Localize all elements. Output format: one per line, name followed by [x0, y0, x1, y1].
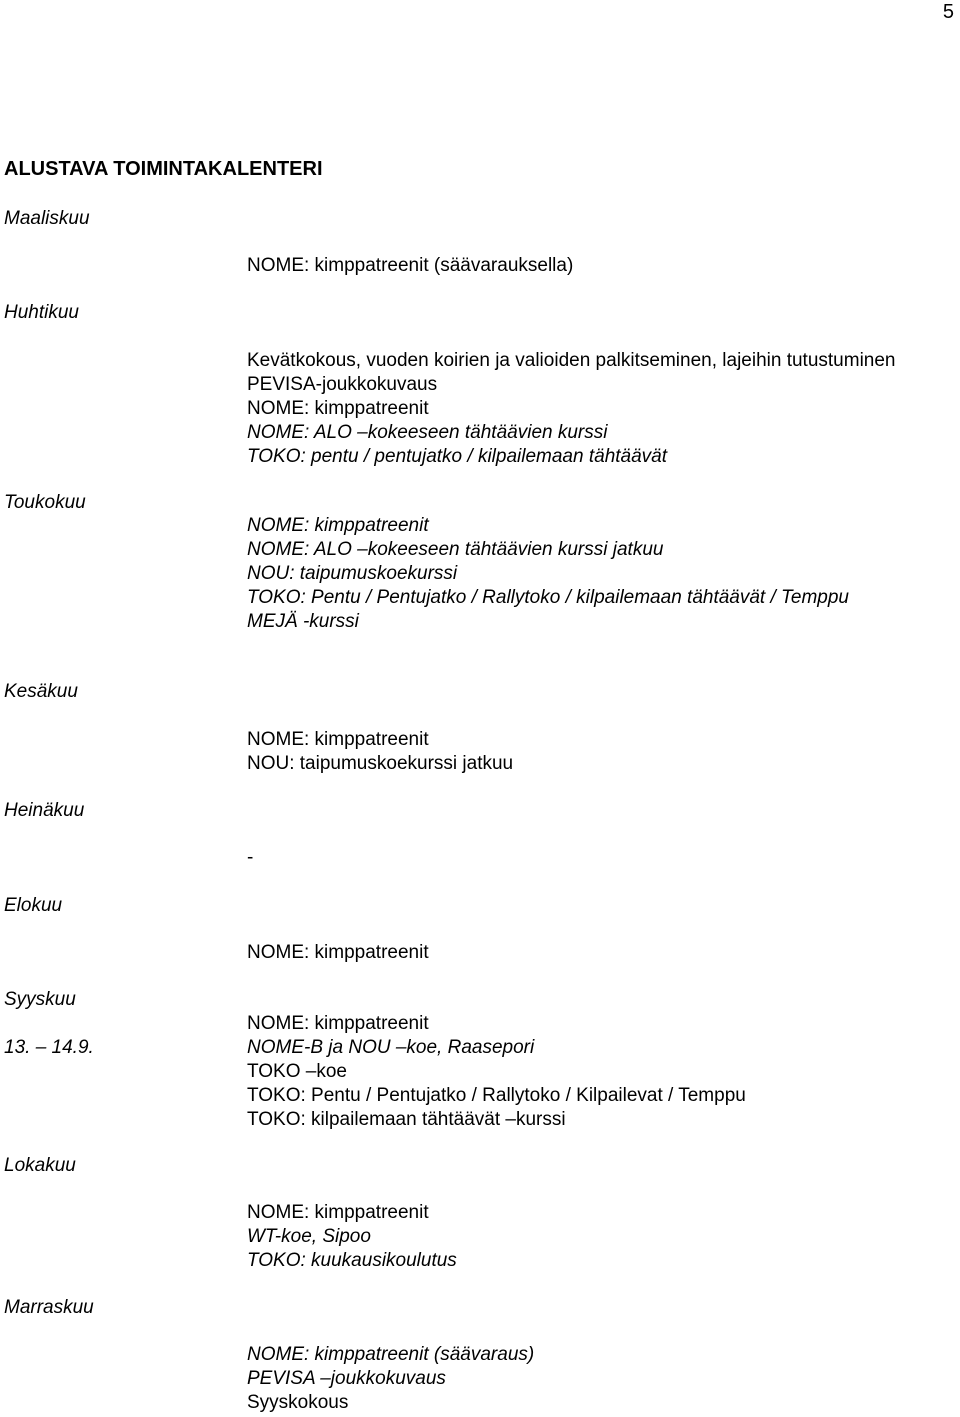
event-line: TOKO: kilpailemaan tähtäävät –kurssi — [247, 1109, 566, 1130]
event-line: NOME: kimppatreenit — [247, 1013, 429, 1034]
event-line: TOKO –koe — [247, 1061, 347, 1082]
events-marraskuu — [247, 1343, 534, 1415]
month-marraskuu: Marraskuu — [4, 1297, 94, 1318]
month-maaliskuu: Maaliskuu — [4, 208, 90, 229]
events-lokakuu — [247, 1201, 457, 1273]
event-line: NOME: kimppatreenit — [247, 515, 429, 536]
event-line: PEVISA –joukkokuvaus — [247, 1368, 446, 1389]
event-line: TOKO: kuukausikoulutus — [247, 1250, 457, 1271]
events-heinakuu — [247, 846, 253, 870]
event-line: TOKO: Pentu / Pentujatko / Rallytoko / Kilpailevat / Temppu — [247, 1085, 746, 1106]
event-line: NOU: taipumuskoekurssi — [247, 563, 458, 584]
event-line: NOME: kimppatreenit — [247, 942, 429, 963]
event-line: NOME: kimppatreenit — [247, 398, 429, 419]
event-line: WT-koe, Sipoo — [247, 1226, 371, 1247]
page-title: ALUSTAVA TOIMINTAKALENTERI — [4, 158, 323, 180]
events-toukokuu — [247, 514, 849, 634]
month-lokakuu: Lokakuu — [4, 1155, 76, 1176]
event-line: Kevätkokous, vuoden koirien ja valioiden palkitseminen, lajeihin tutustuminen — [247, 350, 896, 371]
month-toukokuu: Toukokuu — [4, 492, 86, 513]
event-line: NOME: ALO –kokeeseen tähtäävien kurssi — [247, 422, 608, 443]
page-number: 5 — [942, 1, 954, 23]
month-syyskuu: Syyskuu — [4, 989, 76, 1010]
event-line: NOME: ALO –kokeeseen tähtäävien kurssi jatkuu — [247, 539, 664, 560]
events-elokuu — [247, 941, 429, 965]
date-syyskuu: 13. – 14.9. — [4, 1037, 94, 1058]
month-heinakuu: Heinäkuu — [4, 800, 85, 821]
event-line: NOME: kimppatreenit (säävaraus) — [247, 1344, 535, 1365]
events-kesakuu — [247, 728, 513, 776]
events-maaliskuu — [247, 254, 573, 278]
event-line: MEJÄ -kurssi — [247, 611, 359, 632]
event-line: PEVISA-joukkokuvaus — [247, 374, 438, 395]
event-line: NOU: taipumuskoekurssi jatkuu — [247, 753, 514, 774]
event-line: NOME: kimppatreenit (säävarauksella) — [247, 255, 574, 276]
event-line: - — [247, 847, 254, 868]
events-syyskuu — [247, 1012, 746, 1132]
event-line: NOME: kimppatreenit — [247, 729, 429, 750]
event-line: NOME-B ja NOU –koe, Raasepori — [247, 1037, 535, 1058]
event-line: TOKO: pentu / pentujatko / kilpailemaan tähtäävät — [247, 446, 668, 467]
event-line: Syyskokous — [247, 1392, 349, 1413]
event-line: NOME: kimppatreenit — [247, 1202, 429, 1223]
month-kesakuu: Kesäkuu — [4, 681, 78, 702]
events-huhtikuu — [247, 349, 896, 469]
month-huhtikuu: Huhtikuu — [4, 302, 79, 323]
event-line: TOKO: Pentu / Pentujatko / Rallytoko / kilpailemaan tähtäävät / Temppu — [247, 587, 849, 608]
month-elokuu: Elokuu — [4, 895, 63, 916]
